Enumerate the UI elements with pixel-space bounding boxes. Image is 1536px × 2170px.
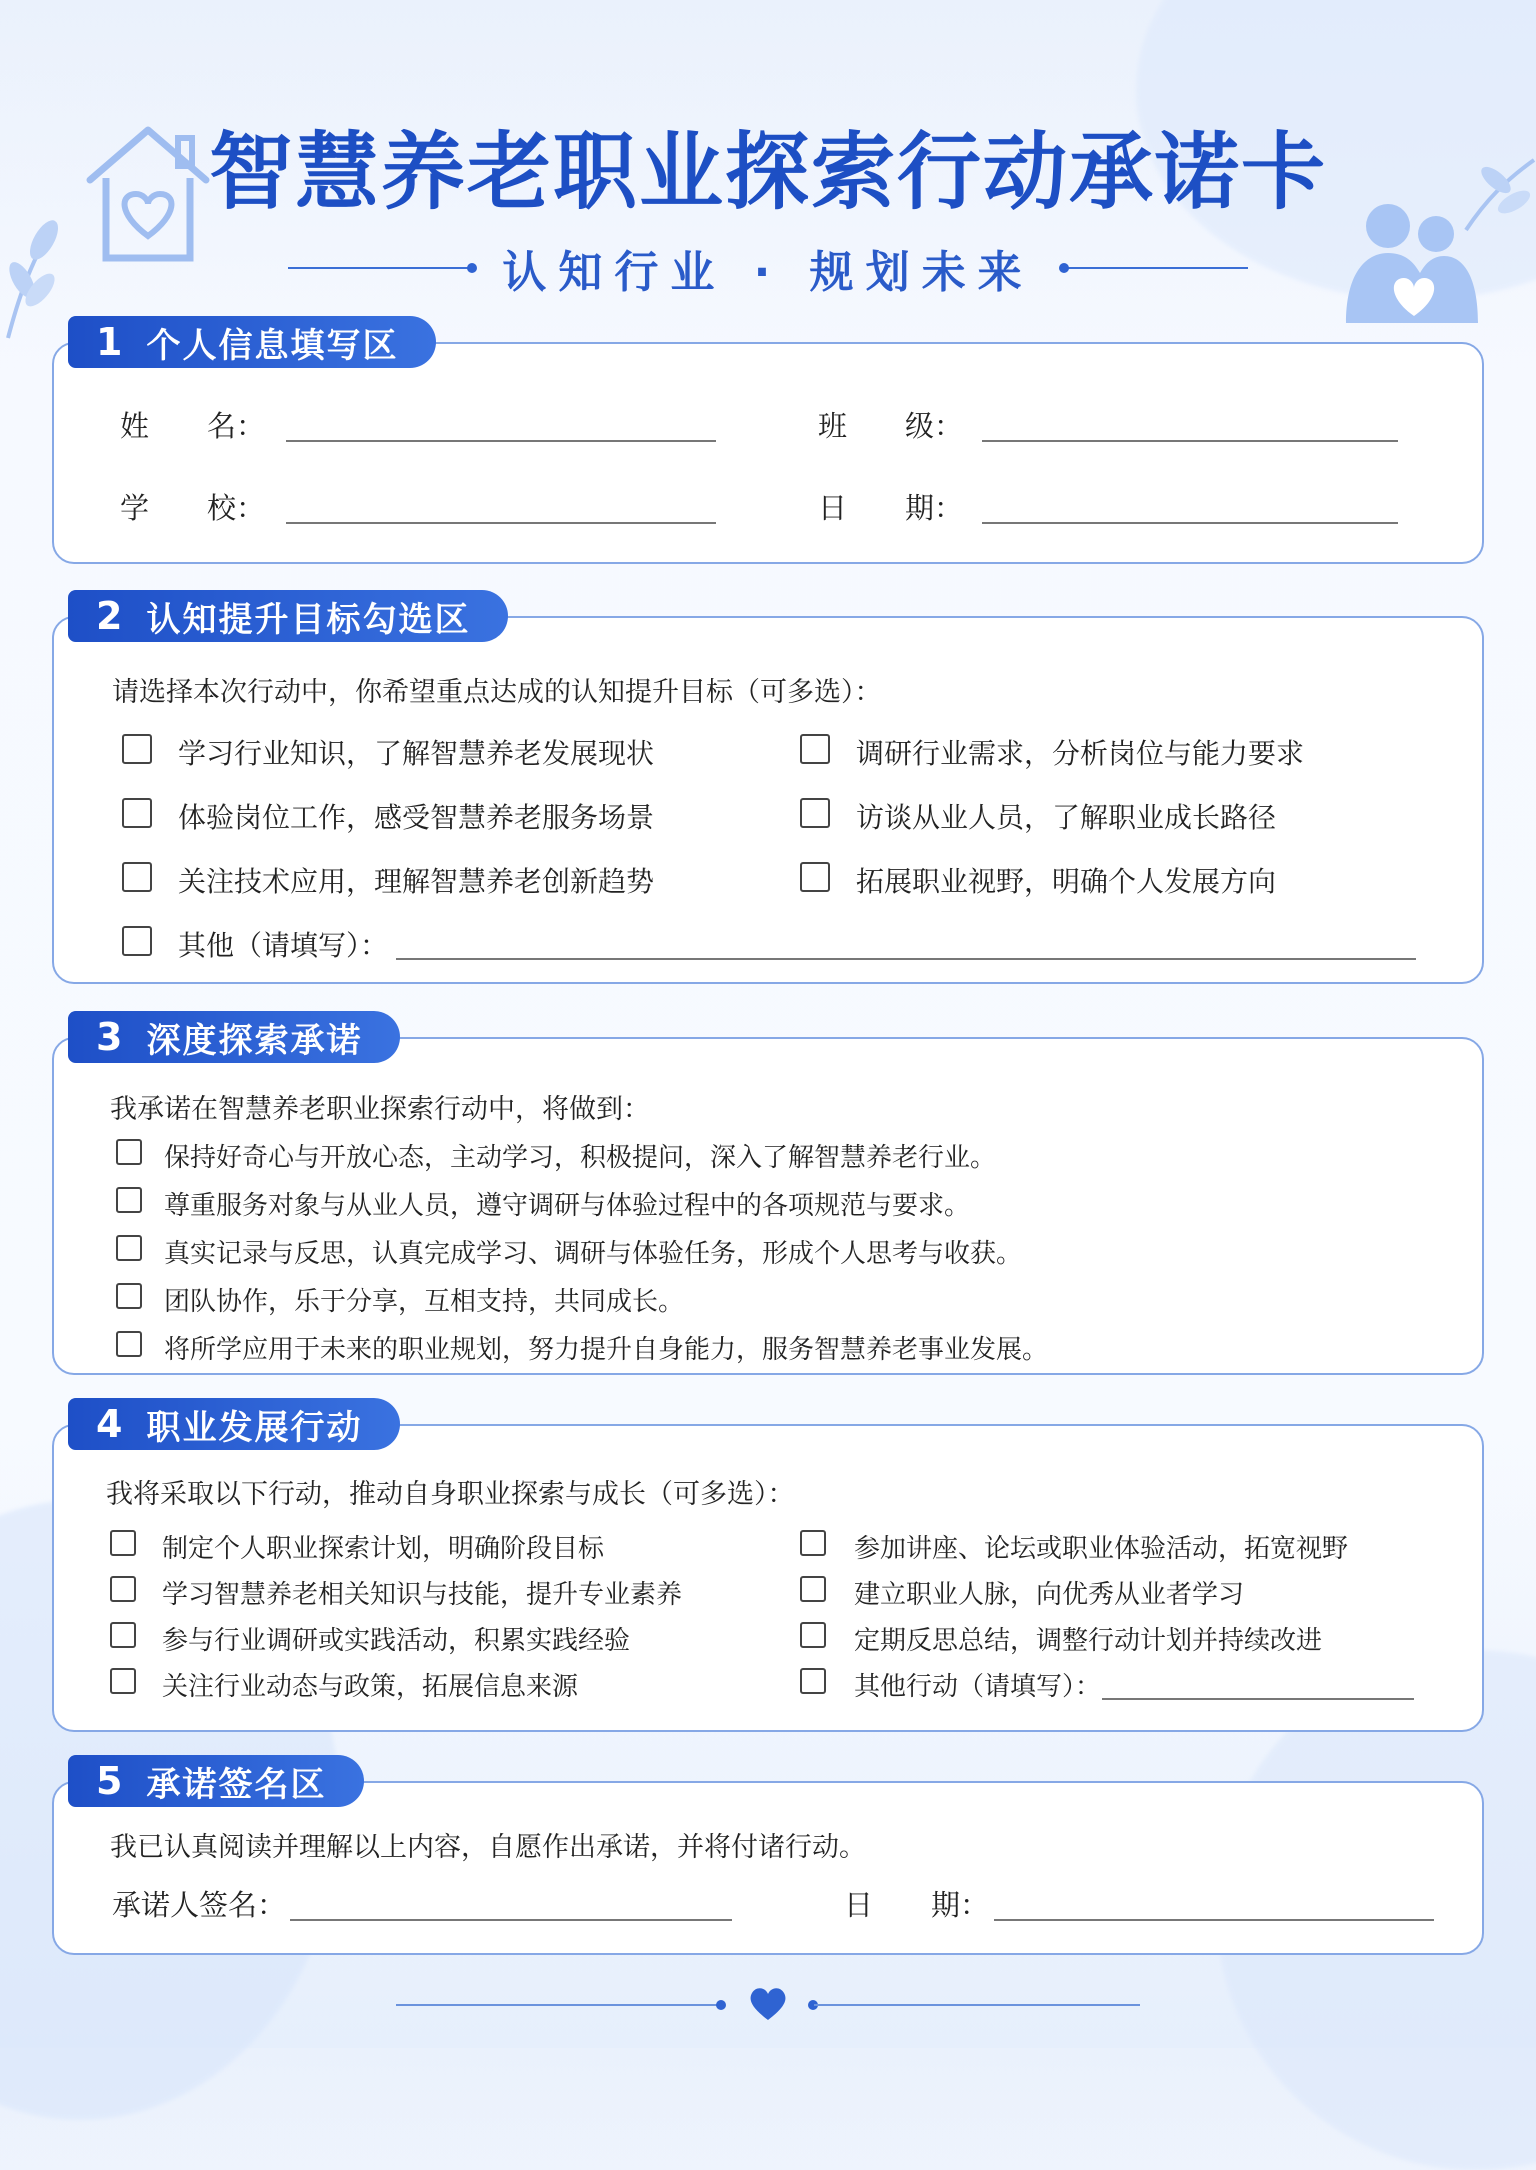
leaf-icon <box>0 210 70 340</box>
action-checkbox[interactable] <box>110 1622 136 1648</box>
section-title: 承诺签名区 <box>146 1764 327 1805</box>
action-option: 制定个人职业探索计划，明确阶段目标 <box>162 1534 605 1564</box>
page-title: 智慧养老职业探索行动承诺卡 <box>208 123 1327 221</box>
field-label-sign-date: 日 期： <box>844 1888 990 1922</box>
subtitle: 认知行业 · 规划未来 <box>502 247 1034 298</box>
footer-dot <box>716 2000 726 2010</box>
commitment-item: 将所学应用于未来的职业规划，努力提升自身能力，服务智慧养老事业发展。 <box>164 1335 1049 1365</box>
name-field[interactable] <box>286 440 716 442</box>
goal-option: 访谈从业人员，了解职业成长路径 <box>856 801 1277 834</box>
action-checkbox[interactable] <box>800 1622 826 1648</box>
goal-checkbox[interactable] <box>122 798 152 828</box>
commitment-item: 真实记录与反思，认真完成学习、调研与体验任务，形成个人思考与收获。 <box>164 1239 1023 1269</box>
section-title: 个人信息填写区 <box>146 325 399 366</box>
field-label-school: 学 校： <box>120 491 266 525</box>
commitment-checkbox[interactable] <box>116 1283 142 1309</box>
divider <box>1064 267 1248 269</box>
section-number: 2 <box>96 594 125 638</box>
action-option: 学习智慧养老相关知识与技能，提升专业素养 <box>162 1580 683 1610</box>
goal-option: 拓展职业视野，明确个人发展方向 <box>856 865 1277 898</box>
section-tab <box>68 590 508 642</box>
field-label-class: 班 级： <box>818 409 964 443</box>
goal-checkbox[interactable] <box>800 862 830 892</box>
action-option: 建立职业人脉，向优秀从业者学习 <box>854 1580 1245 1610</box>
other-action-field[interactable] <box>1102 1698 1414 1700</box>
other-goal-field[interactable] <box>396 958 1416 960</box>
action-option: 参加讲座、论坛或职业体验活动，拓宽视野 <box>854 1534 1349 1564</box>
section-title: 认知提升目标勾选区 <box>146 599 471 640</box>
commitment-checkbox[interactable] <box>116 1139 142 1165</box>
section-exploration-commitment <box>52 1015 1484 1375</box>
section-career-actions <box>52 1402 1484 1732</box>
section-title: 深度探索承诺 <box>146 1020 363 1061</box>
heart-icon <box>748 1986 788 2022</box>
section-number: 1 <box>96 320 125 364</box>
action-option: 关注行业动态与政策，拓展信息来源 <box>162 1672 579 1702</box>
date-field[interactable] <box>982 522 1398 524</box>
action-checkbox[interactable] <box>110 1576 136 1602</box>
section-number: 5 <box>96 1759 125 1803</box>
goal-checkbox[interactable] <box>122 734 152 764</box>
action-checkbox[interactable] <box>110 1530 136 1556</box>
field-label-name: 姓 名： <box>120 409 266 443</box>
goal-option: 关注技术应用，理解智慧养老创新趋势 <box>178 865 655 898</box>
commitment-checkbox[interactable] <box>116 1187 142 1213</box>
action-option-other: 其他行动（请填写）： <box>854 1672 1102 1702</box>
goal-option: 体验岗位工作，感受智慧养老服务场景 <box>178 801 655 834</box>
section-tab <box>68 1755 364 1807</box>
goal-option: 调研行业需求，分析岗位与能力要求 <box>856 737 1305 770</box>
section-intro: 我将采取以下行动，推动自身职业探索与成长（可多选）： <box>106 1479 795 1510</box>
section-tab <box>68 1398 400 1450</box>
section-personal-info <box>52 320 1484 564</box>
footer-divider <box>396 2004 722 2006</box>
goal-option-other: 其他（请填写）： <box>178 929 389 962</box>
field-label-date: 日 期： <box>818 491 964 525</box>
commitment-checkbox[interactable] <box>116 1331 142 1357</box>
action-option: 定期反思总结，调整行动计划并持续改进 <box>854 1626 1323 1656</box>
commitment-item: 尊重服务对象与从业人员，遵守调研与体验过程中的各项规范与要求。 <box>164 1191 971 1221</box>
goal-checkbox[interactable] <box>122 862 152 892</box>
divider <box>288 267 472 269</box>
section-title: 职业发展行动 <box>146 1407 363 1448</box>
action-checkbox[interactable] <box>800 1576 826 1602</box>
subtitle-row <box>288 240 1248 296</box>
action-checkbox-other[interactable] <box>800 1668 826 1694</box>
section-number: 4 <box>96 1402 125 1446</box>
commitment-checkbox[interactable] <box>116 1235 142 1261</box>
section-number: 3 <box>96 1015 125 1059</box>
school-field[interactable] <box>286 522 716 524</box>
action-checkbox[interactable] <box>110 1668 136 1694</box>
goal-checkbox[interactable] <box>800 734 830 764</box>
action-checkbox[interactable] <box>800 1530 826 1556</box>
commitment-item: 团队协作，乐于分享，互相支持，共同成长。 <box>164 1287 685 1317</box>
section-intro: 我已认真阅读并理解以上内容，自愿作出承诺，并将付诸行动。 <box>110 1832 866 1863</box>
sign-date-field[interactable] <box>994 1919 1434 1921</box>
section-signature <box>52 1759 1484 1955</box>
class-field[interactable] <box>982 440 1398 442</box>
goal-checkbox-other[interactable] <box>122 926 152 956</box>
footer-divider <box>814 2004 1140 2006</box>
commitment-item: 保持好奇心与开放心态，主动学习，积极提问，深入了解智慧养老行业。 <box>164 1143 997 1173</box>
field-label-signature: 承诺人签名： <box>112 1888 287 1922</box>
section-tab <box>68 316 436 368</box>
section-tab <box>68 1011 400 1063</box>
section-intro: 我承诺在智慧养老职业探索行动中，将做到： <box>110 1094 650 1125</box>
goal-checkbox[interactable] <box>800 798 830 828</box>
section-cognitive-goals <box>52 594 1484 984</box>
action-option: 参与行业调研或实践活动，积累实践经验 <box>162 1626 631 1656</box>
signature-field[interactable] <box>290 1919 732 1921</box>
section-intro: 请选择本次行动中，你希望重点达成的认知提升目标（可多选）： <box>112 677 882 708</box>
goal-option: 学习行业知识，了解智慧养老发展现状 <box>178 737 655 770</box>
